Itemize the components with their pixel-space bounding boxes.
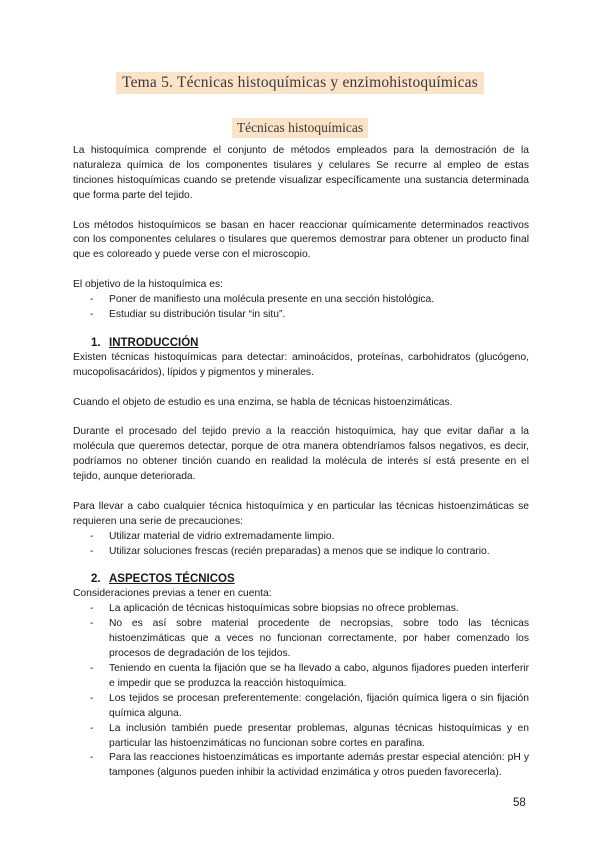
list-item: - Para las reacciones histoenzimáticas es importante además prestar especial atención: pH y tampones (algunos pueden inhibir la actividad enzimática y otros pueden favorecerla). <box>73 751 529 781</box>
list-item: - No es así sobre material procedente de necropsias, sobre todo las técnicas histoenzimáticas que a veces no funcionan correctamente, por haber comenzado los procesos de degradación de los tejidos. <box>73 617 529 662</box>
title-wrap <box>0 72 600 94</box>
page-subtitle: Técnicas histoquímicas <box>232 118 368 138</box>
section2-paragraph-1: Consideraciones previas a tener en cuenta: <box>73 588 272 600</box>
list-item: - Teniendo en cuenta la fijación que se ha llevado a cabo, algunos fijadores pueden interferir e impedir que se produzca la reacción histoquímica. <box>73 662 529 692</box>
section1-list <box>73 530 529 560</box>
section1-paragraph-3: Durante el procesado del tejido previo a la reacción histoquímica, hay que evitar dañar a la molécula que queremos detectar, porque de otra manera obtendríamos falsos negativos, es decir, podríamos no obtener tinción cuando en realidad la molécula de interés sí está presente en el tejido, aunque deteriorada. <box>73 426 529 483</box>
intro-paragraph-3: El objetivo de la histoquímica es: <box>73 279 223 291</box>
intro-list <box>73 293 529 323</box>
section2-list <box>73 602 529 781</box>
subtitle-wrap <box>0 118 600 138</box>
list-item: - Utilizar material de vidrio extremadamente limpio. <box>73 530 529 545</box>
intro-paragraph-1: La histoquímica comprende el conjunto de métodos empleados para la demostración de la naturaleza química de los componentes tisulares y celulares Se recurre al empleo de estas tinciones histoquímicas cuando se pretende visualizar específicamente una sustancia determinada que forma parte del tejido. <box>73 145 529 201</box>
list-item: - Poner de manifiesto una molécula presente en una sección histológica. <box>73 293 529 308</box>
list-item: - Utilizar soluciones frescas (recién preparadas) a menos que se indique lo contrario. <box>73 545 529 560</box>
section1-paragraph-4: Para llevar a cabo cualquier técnica histoquímica y en particular las técnicas histoenzimáticas se requieren una serie de precauciones: <box>73 500 529 527</box>
list-item: - Los tejidos se procesan preferentemente: congelación, fijación química ligera o sin fijación química alguna. <box>73 692 529 722</box>
section1-paragraph-2: Cuando el objeto de estudio es una enzima, se habla de técnicas histoenzimáticas. <box>73 396 453 408</box>
list-item: - La inclusión también puede presentar problemas, algunas técnicas histoquímicas y en particular las histoenzimáticas no funcionan sobre cortes en parafina. <box>73 722 529 752</box>
intro-paragraph-2: Los métodos histoquímicos se basan en hacer reaccionar químicamente determinados reactivos con los componentes celulares o tisulares que queremos demostrar para obtener un producto final que es coloreado y puede verse con el microscopio. <box>73 219 529 261</box>
section-heading-aspectos-tecnicos <box>73 571 529 587</box>
document-body <box>73 144 529 781</box>
page-title: Tema 5. Técnicas histoquímicas y enzimohistoquímicas <box>116 72 484 94</box>
page-number: 58 <box>513 797 526 809</box>
section1-paragraph-1: Existen técnicas histoquímicas para detectar: aminoácidos, proteínas, carbohidratos (glucógeno, mucopolisacáridos), lípidos y pigmentos y minerales. <box>73 351 529 378</box>
section-title: INTRODUCCIÓN <box>109 336 199 349</box>
list-item: - La aplicación de técnicas histoquímicas sobre biopsias no ofrece problemas. <box>73 602 529 617</box>
section-title: ASPECTOS TÉCNICOS <box>109 573 235 586</box>
list-item: - Estudiar su distribución tisular “in situ”. <box>73 308 529 323</box>
section-heading-introduccion <box>73 335 529 351</box>
section-number: 1. <box>91 336 101 349</box>
section-number: 2. <box>91 573 101 586</box>
